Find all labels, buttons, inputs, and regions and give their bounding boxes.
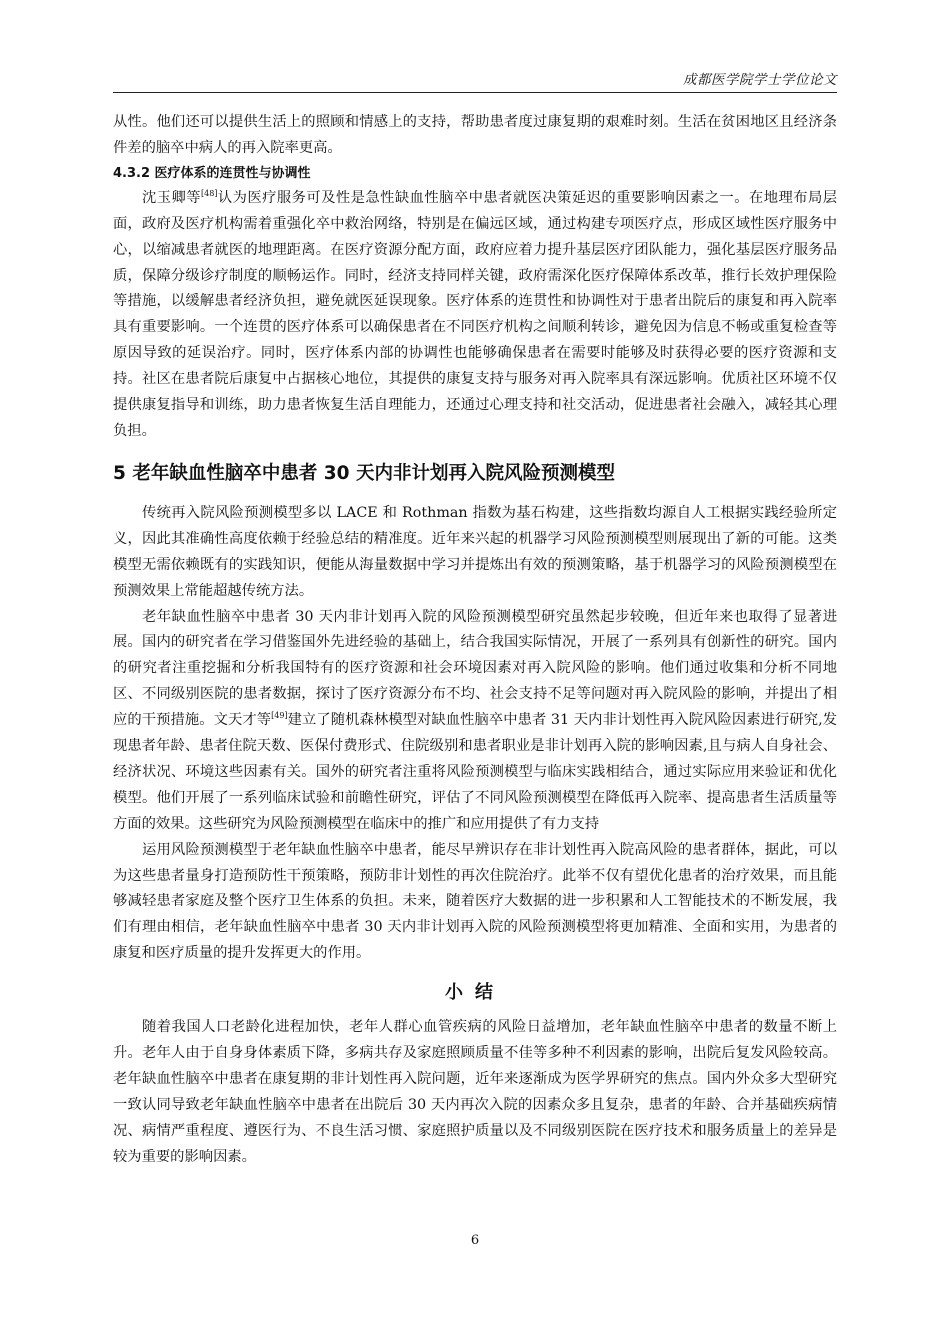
section-5-heading: 5 老年缺血性脑卒中患者 30 天内非计划再入院风险预测模型 bbox=[113, 462, 615, 484]
paragraph-text: 沈玉卿等 bbox=[142, 189, 202, 206]
section-5-paragraph-2 bbox=[113, 605, 837, 838]
running-header-title: 成都医学院学士学位论文 bbox=[683, 72, 837, 88]
paragraph-text: 老年缺血性脑卒中患者 30 天内非计划再入院的风险预测模型研究虽然起步较晚，但近年来也取得了显著进展。国内的研究者在学习借鉴国外先进经验的基础上，结合我国实际情况，开展了一系列具有创新性的研究。国内的研究者注重挖掘和分析我国特有的医疗资源和社会环境因素对再入院风险的影响。他们通过收集和分析不同地区、不同级别医院的患者数据，探讨了医疗资源分布不均、社会支持不足等问题对再入院风险的影响，并提出了相应的干预措施。文天才等 bbox=[113, 608, 837, 729]
page-body bbox=[113, 110, 837, 1171]
paragraph-text: 建立了随机森林模型对缺血性脑卒中患者 31 天内非计划性再入院风险因素进行研究,发现患者年龄、患者住院天数、医保付费形式、住院级别和患者职业是非计划再入院的影响因素,且与病人自身社会、经济状况、环境这些因素有关。国外的研究者注重将风险预测模型与临床实践相结合，通过实际应用来验证和优化模型。他们开展了一系列临床试验和前瞻性研究，评估了不同风险预测模型在降低再入院率、提高患者生活质量等方面的效果。这些研究为风险预测模型在临床中的推广和应用提供了有力支持 bbox=[113, 712, 838, 832]
header-divider bbox=[113, 92, 837, 93]
continued-paragraph: 从性。他们还可以提供生活上的照顾和情感上的支持，帮助患者度过康复期的艰难时刻。生活在贫困地区且经济条件差的脑卒中病人的再入院率更高。 bbox=[113, 114, 837, 156]
subsection-4-3-2-paragraph bbox=[113, 186, 837, 445]
subsection-heading-4-3-2: 4.3.2 医疗体系的连贯性与协调性 bbox=[113, 165, 311, 181]
page-number: 6 bbox=[470, 1233, 480, 1248]
paragraph-text: 认为医疗服务可及性是急性缺血性脑卒中患者就医决策延迟的重要影响因素之一。在地理布局层面，政府及医疗机构需着重强化卒中救治网络，特别是在偏远区域，通过构建专项医疗点，形成区域性医疗服务中心，以缩减患者就医的地理距离。在医疗资源分配方面，政府应着力提升基层医疗团队能力，强化基层医疗服务品质，保障分级诊疗制度的顺畅运作。同时，经济支持同样关键，政府需深化医疗保障体系改革，推行长效护理保险等措施，以缓解患者经济负担，避免就医延误现象。医疗体系的连贯性和协调性对于患者出院后的康复和再入院率具有重要影响。一个连贯的医疗体系可以确保患者在不同医疗机构之间顺利转诊，避免因为信息不畅或重复检查等原因导致的延误治疗。同时，医疗体系内部的协调性也能够确保患者在需要时能够及时获得必要的医疗资源和支持。社区在患者院后康复中占据核心地位，其提供的康复支持与服务对再入院率具有深远影响。优质社区环境不仅提供康复指导和训练，助力患者恢复生活自理能力，还通过心理支持和社交活动，促进患者社会融入，减轻其心理负担。 bbox=[113, 189, 838, 439]
citation-ref-48[interactable]: [48] bbox=[201, 189, 218, 199]
summary-paragraph: 随着我国人口老龄化进程加快，老年人群心血管疾病的风险日益增加，老年缺血性脑卒中患者的数量不断上升。老年人由于自身身体素质下降，多病共存及家庭照顾质量不佳等多种不利因素的影响，出院后复发风险较高。老年缺血性脑卒中患者在康复期的非计划性再入院问题，近年来逐渐成为医学界研究的焦点。国内外众多大型研究一致认同导致老年缺血性脑卒中患者在出院后 30 天内再次入院的因素众多且复杂，患者的年龄、合并基础疾病情况、病情严重程度、遵医行为、不良生活习惯、家庭照护质量以及不同级别医院在医疗技术和服务质量上的差异是较为重要的影响因素。 bbox=[113, 1019, 837, 1165]
section-5-paragraph-1: 传统再入院风险预测模型多以 LACE 和 Rothman 指数为基石构建，这些指数均源自人工根据实践经验所定义，因此其准确性高度依赖于经验总结的精准度。近年来兴起的机器学习风险预测模型则展现出了新的可能。这类模型无需依赖既有的实践知识，便能从海量数据中学习并提炼出有效的预测策略，基于机器学习的风险预测模型在预测效果上常能超越传统方法。 bbox=[113, 504, 837, 599]
summary-heading: 小结 bbox=[445, 982, 505, 1004]
citation-ref-49[interactable]: [49] bbox=[271, 711, 288, 721]
section-5-paragraph-3: 运用风险预测模型于老年缺血性脑卒中患者，能尽早辨识存在非计划性再入院高风险的患者群体，据此，可以为这些患者量身打造预防性干预策略，预防非计划性的再次住院治疗。此举不仅有望优化患者的治疗效果，而且能够减轻患者家庭及整个医疗卫生体系的负担。未来，随着医疗大数据的进一步积累和人工智能技术的不断发展，我们有理由相信，老年缺血性脑卒中患者 30 天内非计划再入院的风险预测模型将更加精准、全面和实用，为患者的康复和医疗质量的提升发挥更大的作用。 bbox=[113, 841, 837, 962]
